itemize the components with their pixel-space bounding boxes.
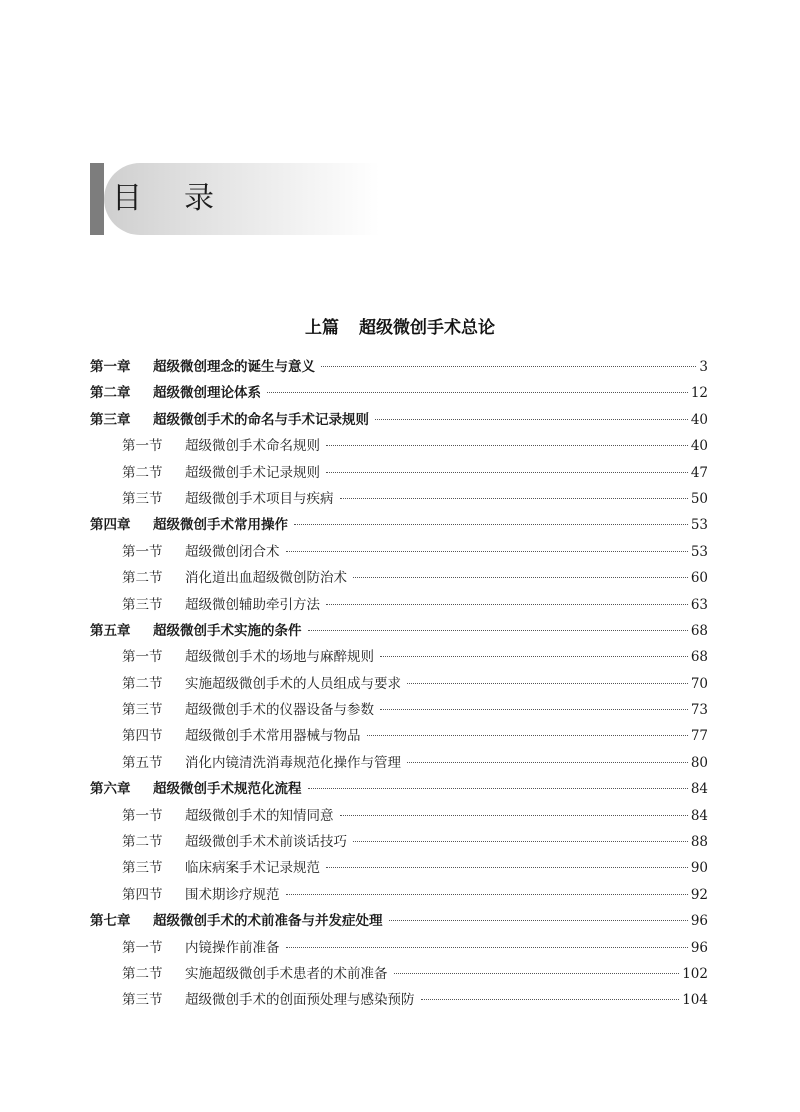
toc-entry-number: 第六章	[90, 781, 131, 798]
toc-entry-title: 超级微创手术实施的条件	[153, 622, 302, 639]
part-heading	[0, 313, 800, 338]
toc-entry-number: 第二节	[122, 464, 163, 481]
toc-dot-leader	[407, 762, 688, 763]
toc-section-entry[interactable]	[90, 644, 708, 670]
toc-section-entry[interactable]	[90, 987, 708, 1013]
toc-page-number: 60	[690, 570, 708, 587]
toc-entry-title: 超级微创手术常用器械与物品	[185, 728, 361, 745]
toc-entry-number: 第三节	[122, 596, 163, 613]
toc-chapter-entry[interactable]	[90, 380, 708, 406]
toc-page-number: 63	[690, 596, 708, 613]
toc-entry-title: 实施超级微创手术患者的术前准备	[185, 965, 388, 982]
toc-page-number: 53	[690, 517, 708, 534]
toc-section-entry[interactable]	[90, 592, 708, 618]
toc-dot-leader	[421, 999, 680, 1000]
toc-entry-title: 消化内镜清洗消毒规范化操作与管理	[185, 754, 401, 771]
toc-entry-title: 消化道出血超级微创防治术	[185, 570, 347, 587]
toc-dot-leader	[353, 841, 688, 842]
toc-dot-leader	[321, 366, 696, 367]
toc-page-number: 70	[690, 675, 708, 692]
toc-entry-title: 围术期诊疗规范	[185, 886, 280, 903]
toc-chapter-entry[interactable]	[90, 908, 708, 934]
toc-entry-title: 临床病案手术记录规范	[185, 860, 320, 877]
toc-entry-number: 第一节	[122, 807, 163, 824]
toc-page-number: 73	[690, 702, 708, 719]
toc-section-entry[interactable]	[90, 882, 708, 908]
toc-page-number: 47	[690, 464, 708, 481]
table-of-contents	[90, 354, 708, 1014]
toc-entry-number: 第三章	[90, 411, 131, 428]
toc-dot-leader	[353, 577, 688, 578]
toc-entry-title: 超级微创闭合术	[185, 543, 280, 560]
toc-entry-number: 第二节	[122, 675, 163, 692]
toc-page-number: 84	[690, 781, 708, 798]
toc-page-number: 68	[690, 622, 708, 639]
toc-entry-number: 第一节	[122, 543, 163, 560]
toc-entry-number: 第四节	[122, 728, 163, 745]
toc-entry-number: 第一节	[122, 649, 163, 666]
toc-page-number: 102	[682, 965, 708, 982]
toc-section-entry[interactable]	[90, 486, 708, 512]
toc-entry-title: 超级微创理念的诞生与意义	[153, 359, 315, 375]
toc-page-number: 77	[690, 728, 708, 745]
toc-dot-leader	[286, 947, 688, 948]
toc-entry-title: 超级微创手术的知情同意	[185, 807, 334, 824]
toc-dot-leader	[380, 709, 688, 710]
toc-section-entry[interactable]	[90, 460, 708, 486]
part-label: 上篇	[305, 318, 339, 338]
toc-dot-leader	[407, 683, 688, 684]
toc-dot-leader	[375, 419, 688, 420]
toc-entry-title: 超级微创手术项目与疾病	[185, 490, 334, 507]
toc-dot-leader	[326, 472, 688, 473]
toc-page-number: 104	[682, 992, 708, 1009]
toc-entry-number: 第一节	[122, 438, 163, 455]
toc-chapter-entry[interactable]	[90, 354, 708, 380]
toc-page-number: 40	[690, 411, 708, 428]
toc-entry-number: 第一节	[122, 939, 163, 956]
toc-entry-title: 内镜操作前准备	[185, 939, 280, 956]
toc-page-number: 96	[690, 939, 708, 956]
toc-entry-title: 超级微创手术术前谈话技巧	[185, 834, 347, 851]
toc-entry-title: 超级微创手术的创面预处理与感染预防	[185, 992, 415, 1009]
toc-entry-number: 第七章	[90, 913, 131, 930]
toc-page-number: 84	[690, 807, 708, 824]
part-title: 超级微创手术总论	[359, 318, 495, 338]
toc-dot-leader	[340, 498, 688, 499]
toc-entry-title: 超级微创手术命名规则	[185, 438, 320, 455]
header-accent-bar	[90, 163, 104, 235]
toc-dot-leader	[389, 920, 688, 921]
toc-section-entry[interactable]	[90, 671, 708, 697]
toc-dot-leader	[326, 867, 688, 868]
toc-dot-leader	[367, 735, 688, 736]
toc-entry-title: 超级微创手术的术前准备与并发症处理	[153, 913, 383, 930]
toc-dot-leader	[294, 524, 688, 525]
toc-entry-title: 超级微创手术常用操作	[153, 517, 288, 534]
toc-entry-number: 第三节	[122, 992, 163, 1009]
toc-page-number: 80	[690, 754, 708, 771]
toc-section-entry[interactable]	[90, 829, 708, 855]
toc-chapter-entry[interactable]	[90, 618, 708, 644]
page-title: 目录	[112, 181, 256, 216]
toc-entry-title: 超级微创理论体系	[153, 385, 261, 402]
toc-page-number: 53	[690, 543, 708, 560]
toc-entry-number: 第四章	[90, 517, 131, 534]
toc-dot-leader	[326, 445, 688, 446]
toc-section-entry[interactable]	[90, 723, 708, 749]
toc-entry-title: 超级微创辅助牵引方法	[185, 596, 320, 613]
toc-dot-leader	[340, 815, 688, 816]
toc-section-entry[interactable]	[90, 855, 708, 881]
toc-section-entry[interactable]	[90, 803, 708, 829]
toc-entry-number: 第二节	[122, 570, 163, 587]
toc-page-number: 50	[690, 490, 708, 507]
toc-dot-leader	[380, 656, 688, 657]
toc-page-number: 96	[690, 913, 708, 930]
toc-entry-number: 第五章	[90, 622, 131, 639]
toc-entry-number: 第三节	[122, 860, 163, 877]
toc-entry-title: 超级微创手术规范化流程	[153, 781, 302, 798]
toc-dot-leader	[267, 392, 688, 393]
toc-page-number: 88	[690, 834, 708, 851]
toc-section-entry[interactable]	[90, 539, 708, 565]
toc-entry-number: 第一章	[90, 359, 131, 375]
toc-entry-number: 第二节	[122, 834, 163, 851]
toc-entry-title: 超级微创手术的命名与手术记录规则	[153, 411, 369, 428]
toc-entry-title: 超级微创手术的仪器设备与参数	[185, 702, 374, 719]
toc-entry-title: 超级微创手术的场地与麻醉规则	[185, 649, 374, 666]
toc-page-number: 3	[699, 359, 708, 375]
toc-page-number: 40	[690, 438, 708, 455]
toc-chapter-entry[interactable]	[90, 776, 708, 802]
toc-entry-number: 第二节	[122, 965, 163, 982]
toc-entry-number: 第二章	[90, 385, 131, 402]
toc-page-number: 92	[690, 886, 708, 903]
toc-chapter-entry[interactable]	[90, 512, 708, 538]
toc-dot-leader	[326, 604, 688, 605]
toc-entry-number: 第三节	[122, 490, 163, 507]
toc-entry-title: 实施超级微创手术的人员组成与要求	[185, 675, 401, 692]
toc-entry-number: 第四节	[122, 886, 163, 903]
toc-page-number: 12	[690, 385, 708, 402]
toc-section-entry[interactable]	[90, 565, 708, 591]
toc-entry-number: 第三节	[122, 702, 163, 719]
toc-chapter-entry[interactable]	[90, 407, 708, 433]
toc-section-entry[interactable]	[90, 433, 708, 459]
toc-page-number: 68	[690, 649, 708, 666]
toc-entry-number: 第五节	[122, 754, 163, 771]
toc-dot-leader	[286, 894, 688, 895]
toc-section-entry[interactable]	[90, 935, 708, 961]
toc-dot-leader	[308, 630, 688, 631]
toc-section-entry[interactable]	[90, 961, 708, 987]
toc-dot-leader	[308, 788, 688, 789]
toc-entry-title: 超级微创手术记录规则	[185, 464, 320, 481]
toc-dot-leader	[286, 551, 688, 552]
toc-section-entry[interactable]	[90, 697, 708, 723]
toc-page-number: 90	[690, 860, 708, 877]
toc-dot-leader	[394, 973, 680, 974]
toc-section-entry[interactable]	[90, 750, 708, 776]
